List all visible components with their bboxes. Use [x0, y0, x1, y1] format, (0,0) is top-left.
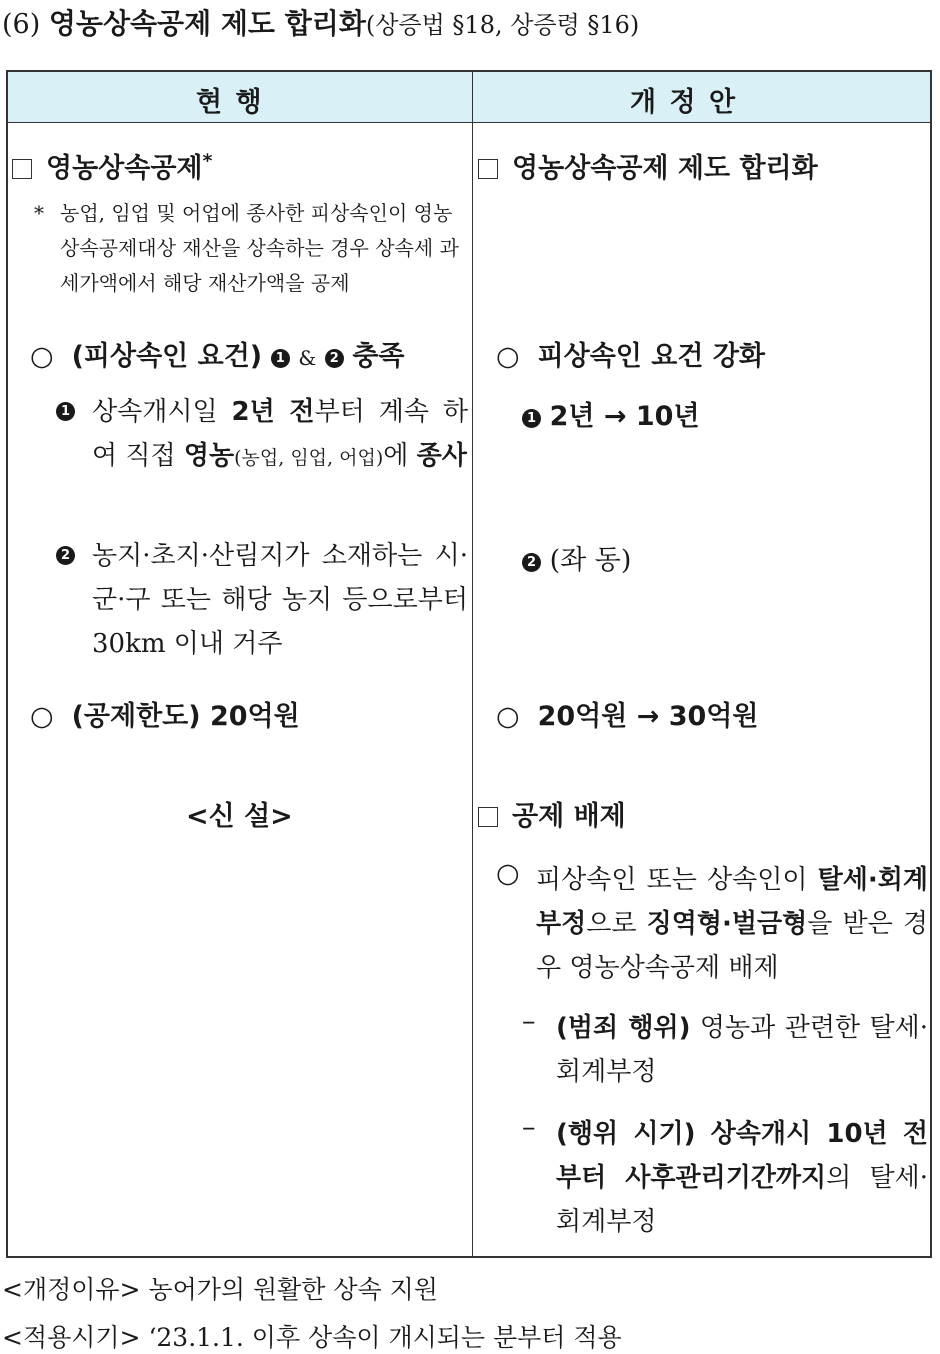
current-limit: ○ (공제한도) 20억원 — [30, 701, 300, 732]
circle-number-1-icon: 1 — [271, 349, 290, 368]
proposed-item2-text: (좌 동) — [549, 545, 632, 576]
period-body: 의 탈세·회계부정 — [556, 1163, 928, 1237]
excl-e: 을 받은 경우 영농상속공제 배제 — [536, 909, 929, 983]
crime-body: 영농과 관련한 탈세·회계부정 — [556, 1013, 928, 1087]
excl-a: 피상속인 또는 상속인이 — [536, 865, 818, 895]
current-requirement: ○ (피상속인 요건) 1 & 2 충족 — [30, 341, 405, 372]
section-number: (6) — [2, 9, 41, 40]
note-mark: * — [34, 201, 44, 225]
item1-a: 상속개시일 — [92, 397, 232, 427]
proposed-item-2 — [522, 538, 631, 577]
item1-g: 종사 — [416, 441, 467, 471]
item1-b: 2년 전 — [231, 397, 315, 427]
current-note — [34, 196, 468, 301]
proposed-item1-text: 2년 → 10년 — [549, 401, 700, 432]
table-header — [8, 72, 930, 123]
section-main-title: 영농상속공제 제도 합리화 — [48, 7, 366, 40]
application-date: <적용시기> ‘23.1.1. 이후 상속이 개시되는 분부터 적용 — [2, 1323, 622, 1352]
period-label: (행위 시기) 상속개시 10년 전부터 사후관리기간까지 — [556, 1119, 928, 1193]
checkbox-square-icon — [12, 159, 32, 179]
checkbox-square-icon — [478, 159, 498, 179]
exclusion-heading-text: 공제 배제 — [512, 801, 626, 832]
limit-text: (공제한도) 20억원 — [71, 701, 300, 732]
item1-text — [92, 390, 468, 480]
current-item-1 — [56, 390, 468, 480]
crime-label: (범죄 행위) — [556, 1013, 691, 1043]
item1-c: 부터 계속 하여 직접 — [92, 397, 468, 471]
excl-d: 징역형·벌금형 — [646, 909, 808, 939]
law-reference: (상증법 §18, 상증령 §16) — [365, 11, 640, 39]
proposed-heading-text: 영농상속공제 제도 합리화 — [512, 153, 818, 184]
current-heading — [12, 146, 212, 185]
circle-number-2-icon: 2 — [56, 546, 75, 565]
header-current: 현 행 — [196, 87, 264, 118]
proposed-req-text: 피상속인 요건 강화 — [537, 341, 766, 372]
checkbox-square-icon — [478, 807, 498, 827]
crime-text — [556, 1006, 928, 1094]
proposed-heading — [478, 146, 818, 185]
item1-e: (농업, 임업, 어업) — [234, 447, 384, 469]
amp-text: & — [298, 346, 317, 370]
proposed-limit-text: 20억원 → 30억원 — [537, 701, 759, 732]
excl-b: 탈세·회계부정 — [536, 865, 928, 939]
item1-f: 에 — [383, 441, 417, 471]
period-text — [556, 1112, 928, 1244]
proposed-requirement: ○ 피상속인 요건 강화 — [496, 341, 766, 372]
proposed-item-1 — [522, 394, 700, 433]
item2-text: 농지·초지·산림지가 소재하는 시·군·구 또는 해당 농지 등으로부터 30km 이내 거주 — [92, 541, 468, 659]
period-detail: – (행위 시기) 상속개시 10년 전부터 사후관리기간까지의 탈세·회계부정 — [522, 1112, 928, 1244]
exclusion-heading — [478, 794, 626, 833]
current-item-2 — [56, 534, 468, 666]
circle-number-1-icon: 1 — [522, 409, 541, 428]
column-divider — [472, 72, 473, 1256]
exclusion-text — [536, 858, 928, 990]
proposed-limit: ○ 20억원 → 30억원 — [496, 701, 759, 732]
requirement-tail: 충족 — [352, 341, 405, 372]
note-text: 농업, 임업 및 어업에 종사한 피상속인이 영농상속공제대상 재산을 상속하는 경우 상속세 과세가액에서 해당 재산가액을 공제 — [60, 201, 459, 295]
new-provision-label: <신 설> — [186, 801, 293, 832]
requirement-label: (피상속인 요건) — [71, 341, 263, 372]
section-title — [2, 2, 639, 42]
comparison-table — [6, 70, 932, 1258]
excl-c: 으로 — [586, 909, 647, 939]
current-heading-text: 영농상속공제 — [46, 153, 203, 184]
revision-reason: <개정이유> 농어가의 원활한 상속 지원 — [2, 1275, 438, 1304]
circle-number-2-icon: 2 — [325, 349, 344, 368]
circle-number-1-icon: 1 — [56, 402, 75, 421]
exclusion-detail: ○ 피상속인 또는 상속인이 탈세·회계부정으로 징역형·벌금형을 받은 경우 영농상속공제 배제 — [496, 858, 928, 990]
item1-d: 영농 — [183, 441, 235, 471]
footnote-mark: * — [202, 150, 213, 172]
circle-number-2-icon: 2 — [522, 553, 541, 572]
crime-detail: – (범죄 행위) 영농과 관련한 탈세·회계부정 — [522, 1006, 928, 1094]
header-proposed: 개 정 안 — [630, 87, 738, 118]
